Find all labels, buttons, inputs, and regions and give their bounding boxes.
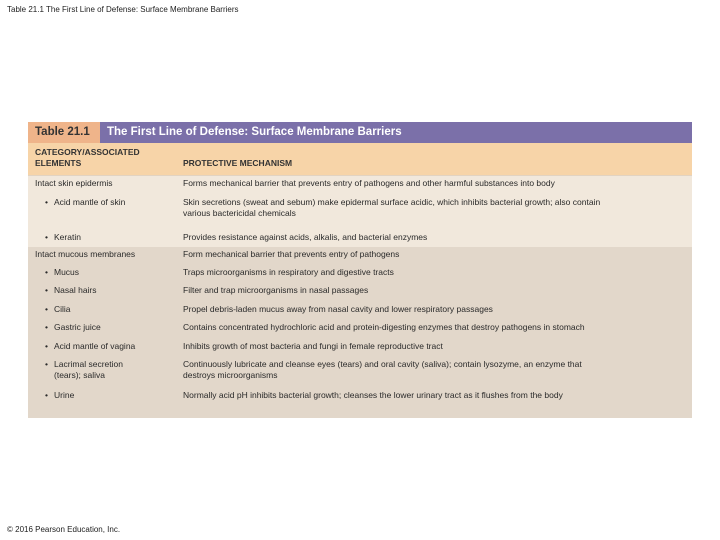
table-body	[28, 175, 692, 417]
element-label: • Keratin	[45, 232, 81, 242]
element-label: • Acid mantle of skin	[45, 197, 126, 207]
mechanism-text: Contains concentrated hydrochloric acid and protein-digesting enzymes that destroy pathogens in stomach	[183, 322, 585, 332]
mechanism-text: Form mechanical barrier that prevents entry of pathogens	[183, 249, 400, 259]
element-label: • Gastric juice	[45, 322, 101, 332]
mechanism-text: Provides resistance against acids, alkalis, and bacterial enzymes	[183, 232, 428, 242]
table-header	[28, 143, 692, 175]
category-label: Intact mucous membranes	[35, 249, 136, 259]
element-label: • Nasal hairs	[45, 285, 97, 295]
defense-table	[28, 122, 692, 417]
col1-header	[35, 147, 140, 169]
element-label: • Acid mantle of vagina	[45, 341, 136, 351]
table-number: Table 21.1	[28, 122, 100, 143]
element-label: • Lacrimal secretion (tears); saliva	[45, 359, 123, 380]
mechanism-text: Traps microorganisms in respiratory and digestive tracts	[183, 267, 394, 277]
table-title-bar	[28, 122, 692, 143]
bullet-icon: •	[45, 197, 48, 207]
mechanism-text: Inhibits growth of most bacteria and fungi in female reproductive tract	[183, 341, 443, 351]
element-label: • Urine	[45, 390, 75, 400]
bullet-icon: •	[45, 304, 48, 314]
mucous-section	[28, 247, 692, 418]
bullet-icon: •	[45, 267, 48, 277]
mechanism-text: Continuously lubricate and cleanse eyes (tears) and oral cavity (saliva); contain lysozyme, an enzyme that destroys microorganisms	[183, 359, 582, 380]
element-label: • Cilia	[45, 304, 71, 314]
skin-section	[28, 175, 692, 247]
table-title: The First Line of Defense: Surface Membrane Barriers	[100, 122, 692, 143]
mechanism-text: Skin secretions (sweat and sebum) make epidermal surface acidic, which inhibits bacterial growth; also contain various bactericidal chemicals	[183, 197, 601, 218]
slide-title: Table 21.1 The First Line of Defense: Surface Membrane Barriers	[7, 5, 239, 14]
mechanism-text: Filter and trap microorganisms in nasal passages	[183, 285, 369, 295]
col1-header-line2: ELEMENTS	[35, 158, 82, 168]
element-label: • Mucus	[45, 267, 80, 277]
bullet-icon: •	[45, 285, 48, 295]
col1-header-line1: CATEGORY/ASSOCIATED	[35, 147, 140, 157]
bullet-icon: •	[45, 359, 48, 369]
category-label: Intact skin epidermis	[35, 178, 113, 188]
bullet-icon: •	[45, 390, 48, 400]
mechanism-text: Forms mechanical barrier that prevents entry of pathogens and other harmful substances into body	[183, 178, 555, 188]
bullet-icon: •	[45, 232, 48, 242]
col2-header: PROTECTIVE MECHANISM	[183, 158, 293, 168]
mechanism-text: Propel debris-laden mucus away from nasal cavity and lower respiratory passages	[183, 304, 493, 314]
bullet-icon: •	[45, 322, 48, 332]
copyright-footer: © 2016 Pearson Education, Inc.	[7, 525, 121, 534]
mechanism-text: Normally acid pH inhibits bacterial growth; cleanses the lower urinary tract as it flushes from the body	[183, 390, 563, 400]
bullet-icon: •	[45, 341, 48, 351]
